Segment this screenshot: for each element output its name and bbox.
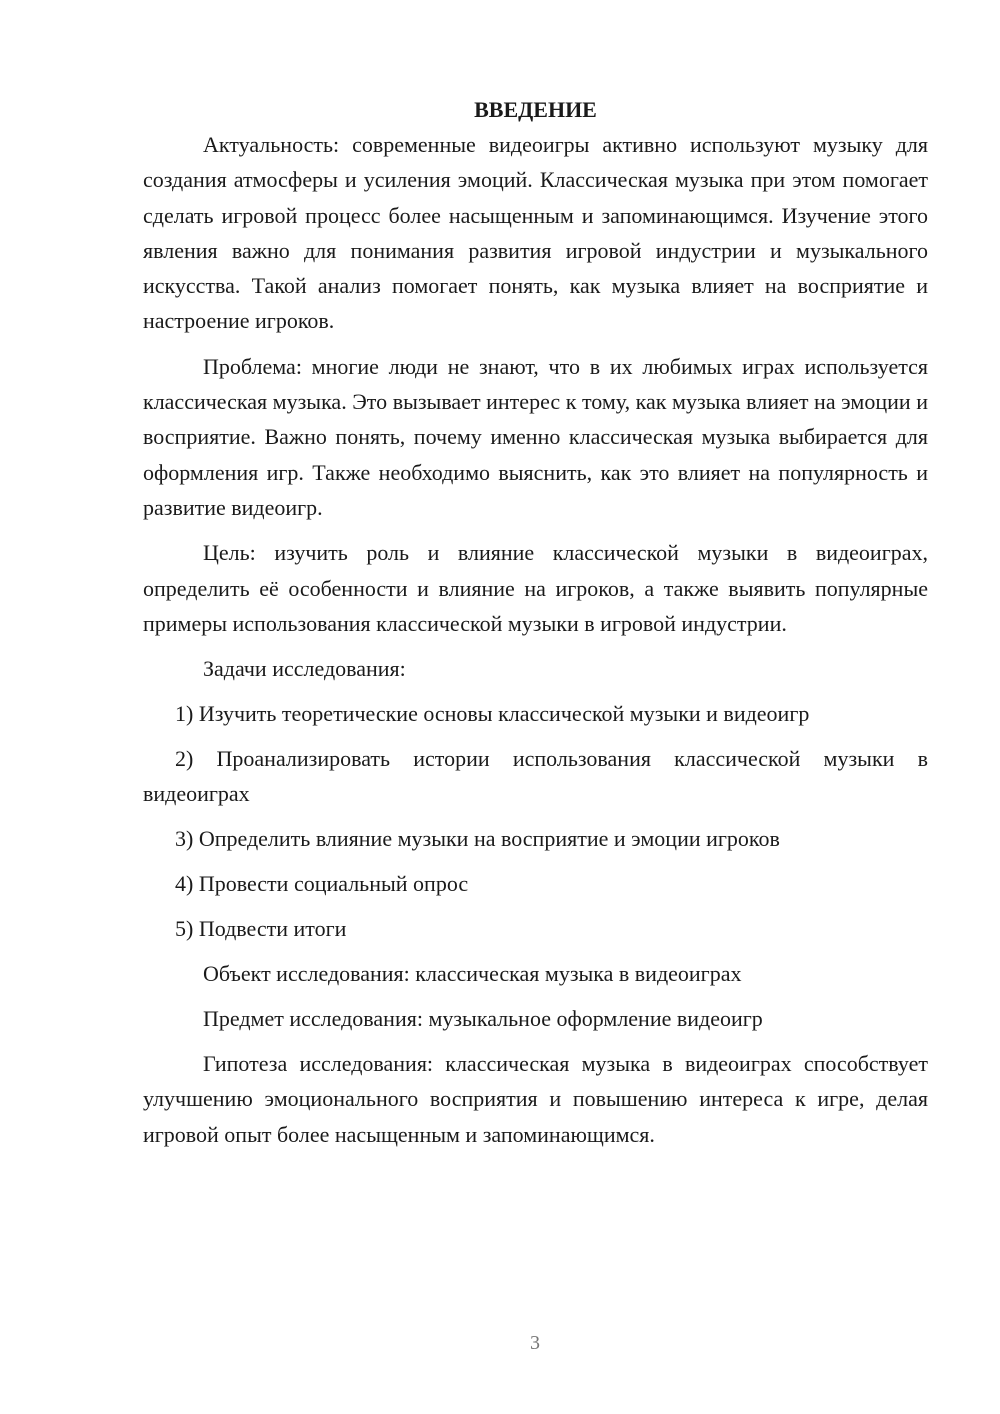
hypothesis-paragraph: Гипотеза исследования: классическая музыка в видеоиграх способствует улучшению эмоционального восприятия и повышению интереса к игре, делая игровой опыт более насыщенным и запоминающимся. xyxy=(143,1051,928,1147)
research-subject: Предмет исследования: музыкальное оформление видеоигр xyxy=(203,1006,763,1032)
page-number: 3 xyxy=(530,1332,540,1354)
page-title: ВВЕДЕНИЕ xyxy=(474,97,597,122)
task-item: 4) Провести социальный опрос xyxy=(175,871,469,897)
task-item: 1) Изучить теоретические основы классической музыки и видеоигр xyxy=(175,701,810,727)
problem-paragraph: Проблема: многие люди не знают, что в их любимых играх используется классическая музыка. Это вызывает интерес к тому, как музыка влияет на эмоции и восприятие. Важно понять, почему именно классическая музыка выбирается для оформления игр. Также необходимо выяснить, как это влияет на популярность и развитие видеоигр. xyxy=(143,353,928,520)
task-item: 3) Определить влияние музыки на восприятие и эмоции игроков xyxy=(175,826,780,852)
relevance-paragraph: Актуальность: современные видеоигры активно используют музыку для создания атмосферы и усиления эмоций. Классическая музыка при этом помогает сделать игровой процесс более насыщенным и запоминающимся. Изучение этого явления важно для понимания развития игровой индустрии и музыкального искусства. Такой анализ помогает понять, как музыка влияет на восприятие и настроение игроков. xyxy=(143,132,928,334)
tasks-heading: Задачи исследования: xyxy=(203,656,406,682)
goal-paragraph: Цель: изучить роль и влияние классической музыки в видеоиграх, определить её особенности и влияние на игроков, а также выявить популярные примеры использования классической музыки в игровой индустрии. xyxy=(143,540,928,636)
task-item: 5) Подвести итоги xyxy=(175,916,347,942)
task-item: 2) Проанализировать истории использования классической музыки в видеоиграх xyxy=(143,746,928,807)
research-object: Объект исследования: классическая музыка в видеоиграх xyxy=(203,961,742,987)
document-page xyxy=(143,92,928,1162)
